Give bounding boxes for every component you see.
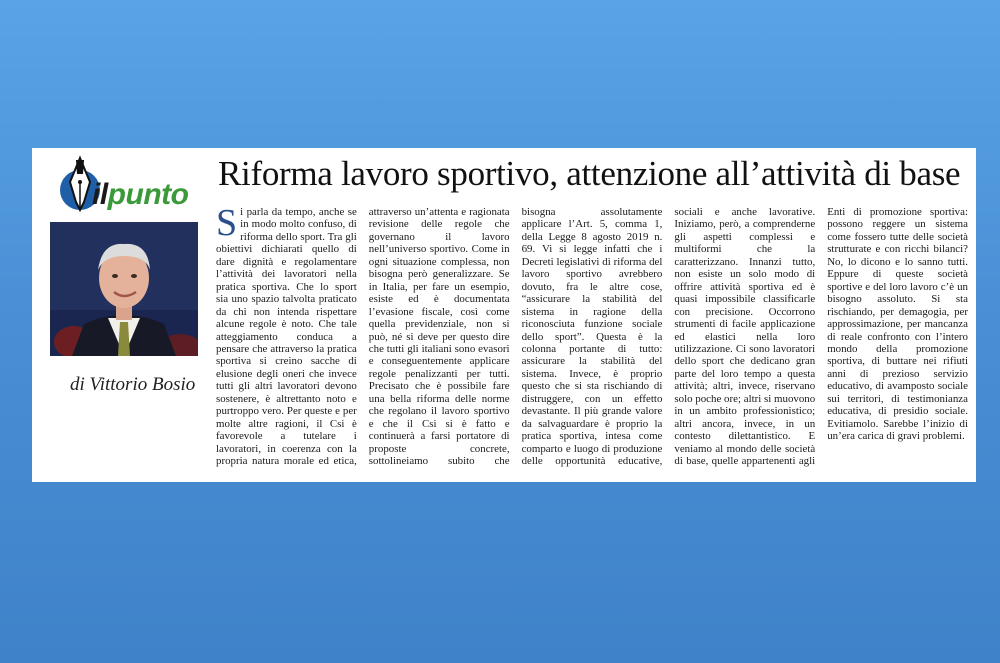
author-photo xyxy=(50,222,198,356)
logo-wordmark: ilpunto xyxy=(92,178,189,211)
article-text xyxy=(216,202,968,468)
headline: Riforma lavoro sportivo, attenzione all’attività di base xyxy=(218,154,961,193)
author-byline: di Vittorio Bosio xyxy=(70,374,196,395)
body-text: i parla da tempo, anche se in modo molto confuso, di riforma dello sport. Tra gli obiettivi dichiarati quello di dare dignità e regolamentare l’attività dei lavoratori nella pratica sportiva. Che lo sport sia uno spazio talvolta praticato da chi non intenda rispettare alcune regole è noto. Che tale atteggiamento conduca a pensare che attraverso la pratica sportiva si creino sacche di elusione degli oneri che invece tutti gli altri lavoratori devono sostenere, è altrettanto noto e purtroppo vero. Per queste e per molte altre ragioni, il Csi è favorevole a tutelare i lavoratori, in coerenza con la propria natura morale ed etica, attraverso un’attenta e ragionata revisione delle regole che governano il lavoro nell’universo sportivo. Come in ogni situazione complessa, non bisogna però generalizzare. Se in Italia, per fare un esempio, esiste ed è documentata l’evasione fiscale, così come quella previdenziale, non si può, né si deve per questo dire che tutti gli italiani sono evasori e conseguentemente applicare regole penalizzanti per tutti. Precisato che è possibile fare una bella riforma delle norme che regolano il lavoro sportivo e che il Csi si è fatto e continuerà a farsi portatore di proposte concrete, sottolineiamo subito che bisogna assolutamente applicare l’Art. 5, comma 1, della Legge 8 agosto 2019 n. 69. Vi si legge infatti che i Decreti legislativi di riforma del lavoro sportivo avrebbero dovuto, fra le altre cose, “assicurare la stabilità del sistema in ragione della riconosciuta funzione sociale dello sport”. Questa è la colonna portante di tutto: assicurare la stabilità del sistema. Invece, è proprio questo che si sta rischiando di distruggere, con un effetto devastante. Il più grande valore da salvaguardare è proprio la pratica sportiva, intesa come comparto e luogo di produzione delle opportunità educative, sociali e anche lavorative. Iniziamo, però, a comprenderne gli aspetti complessi e multiformi che la caratterizzano. Innanzi tutto, non esiste un solo modo di offrire attività sportiva ed è quasi impossibile classificarle con precisione. Occorrono strumenti di facile applicazione ed elastici nella loro utilizzazione. Ci sono lavoratori dello sport che dedicano gran parte del loro tempo a questa attività; altri, invece, riservano solo poche ore; altri si muovono in un ambito professionistico; altri ancora, invece, in un contesto dilettantistico. E veniamo al mondo delle società di base, quelle appartenenti agli Enti di promozione sportiva: possono reggere un sistema come fossero tutte delle società strutturate e con ricchi bilanci? No, lo dicono e lo sanno tutti. Eppure di queste società sportive e del loro lavoro c’è un bisogno assoluto. Si sta rischiando, per demagogia, per approssimazione, per mancanza di reale confronto con l’intero mondo della promozione sportiva, di buttare nei rifiuti anni di prezioso servizio educativo, di avamposto sociale sui territori, di testimonianza educativa, di presidio sociale. Evitiamolo. Sarebbe l’inizio di un’era carica di gravi problemi. xyxy=(216,206,968,468)
il-punto-logo xyxy=(46,152,196,216)
newspaper-clipping xyxy=(32,148,976,482)
article-body xyxy=(216,202,968,480)
drop-cap: S xyxy=(216,202,238,244)
